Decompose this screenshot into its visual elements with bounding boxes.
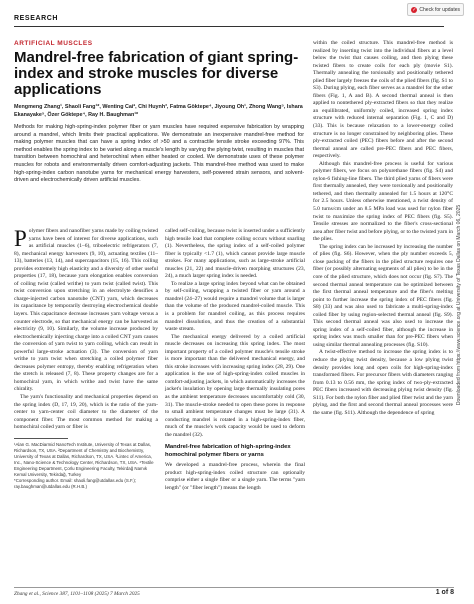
check-circle-icon: ✓	[412, 6, 417, 13]
body-column-right	[313, 40, 453, 417]
author-list: Mengmeng Zhang¹, Shaoli Fang¹*, Wenting Cai², Chi Huynh³, Fatma Göktepe⁴, Jiyoung Oh¹, Zhong Wang⁵, Ishara Ekanayake⁵, Özer Göktepe⁴, Ray H. Baughman¹*	[14, 104, 303, 118]
section-heading: Mandrel-free fabrication of high-spring-index homochiral polymer fibers or yarns	[165, 444, 291, 458]
download-notice-text: Downloaded from https://www.science.org at University of Texas Dallas on March 06, 2025	[456, 204, 462, 406]
body-paragraph	[14, 228, 158, 394]
body-paragraph: The mechanical energy delivered by a coiled artificial muscle decreases on increasing this spring index. The most important property of a coiled polymer muscle's tensile stroke is more important than the delivered mechanical energy, and this stroke increases with increasing spring index (28, 29). One application is the use of high-spring-index coiled muscles in comfort-adjusting jackets, in which automatically increases the jacket's insulation by opening large thermally insulating pores as the ambient temperature decreases uncomfortably cold (30, 31). The muscle-stroke needed to open these pores in response to small ambient temperature changes must be large (31). A conducting mandrel is rotated in a high-spring-index fiber, much of the muscle's work capacity would be used to deform the mandrel (32).	[165, 333, 305, 438]
abstract: Methods for making high-spring-index polymer fiber or yarn muscles have required expensive fabrication by wrapping around a mandrel, which limits their practical applications. We demonstrate an inexpensive mandrel-free method for making polymer muscles that can have a spring index of >50 and a contractile tensile stroke exceeding 97%. This method enables the spring index to be varied along a muscle's length by varying the plying twist, resulting in muscles that transition between homochiral and heterochiral when either heated or cooled. We demonstrate uses of these polymer muscles for robots and environmentally driven comfort-adjusting jackets. This mandrel-free method was used to make high-spring-index carbon nanotube yarns for mechanical energy harvesters, self-powered strain sensors, and solvent-driven and electrochemically driven artificial muscles.	[14, 124, 304, 184]
body-paragraph-text: olymer fibers and nanofiber yarns made by coiling twisted yarns have been of interest for diverse applications, such as artificial muscles (1–6), triboelectric refrigerators (7, 8), mechanical energy harvesters (9, 10), actuating textiles (11–13), batteries (13, 14), and supercapacitors (15, 16). This coiling provides extremely high elasticity and a diversity of other useful properties (17, 18), because yarn elongation enables conversion of coiling twist (called writhe) to yarn twist (called twist). This twist conversion upon stretching in an electrolyte densifies a charge-injected carbon nanotube (CNT) yarn, which decreases its capacitance by temporarily destroying electrochemical double layers. This capacitance decrease increases yarn voltage versus a counter electrode, so that mechanical energy can be harvested as electricity (9, 10). Similarly, the volume increase produced by electrochemically injecting charge into a coiled CNT yarn causes the conversion of yarn twist to yarn coiling, which can result in powerful large-stroke actuation (3). The conversion of yarn writhe to yarn twist when stretching a coiled polymer fiber decreases polymer entropy, thereby enabling refrigeration when the stretch is released (7, 8). These property changes are for a homochiral yarn, in which writhe and twist have the same chirality.	[14, 228, 158, 393]
header-rule	[14, 26, 444, 27]
affiliation-rule	[14, 438, 68, 439]
body-column-middle	[165, 228, 305, 493]
affiliations: ¹Alan G. MacDiarmid NanoTech Institute, University of Texas at Dallas, Richardson, TX, USA. ²Department of Chemistry and Biochemistry, University of Texas at Dallas, Richardson, TX, USA. ³Lintec of America, Inc., Nano-Science & Technology Center, Richardson, TX, USA. ⁴Textile Engineering Department, Çorlu Engineering Faculty, Tekirdağ Namık Kemal University, Tekirdağ, Turkey	[14, 441, 154, 477]
body-paragraph: within the coiled structure. This mandrel-free method is realized by inserting twist into the individual fibers at a level below the twist that causes coiling, and then plying these twisted fibers to create coils for each ply (movie S1). Thermally annealing the torsionally and positionally tethered plied fiber largely freezes the coils of the plied fibers (fig. S1 to S3). During plying, each fiber serves as a mandrel for the other fibers (Fig. 1, A and B). A second thermal anneal is then applied to nontethered ply-extracted fibers so that they realize an equilibrated, uniformly coiled, increased spring index structure with reduced internal separation (Fig. 1, C and D) (33). This is because relaxation to a lower-energy coiled structure is no longer constrained by neighboring plies. These ply-extracted coiled (PEC) fibers before and after the second thermal anneal are called pre-PEC fibers and PEC fibers, respectively.	[313, 40, 453, 160]
section-label: RESEARCH	[14, 15, 59, 22]
citation-footer: Zhang et al., Science 387, 1101–1108 (2025) 7 March 2025	[14, 591, 140, 597]
body-paragraph: We developed a mandrel-free process, wherein the final product high-spring-index coiled structure can optionally comprise either a single fiber or a single yarn. The terms "yarn length" (or "fiber length") means the length	[165, 462, 305, 491]
drop-cap: P	[14, 226, 27, 251]
topic-label: ARTIFICIAL MUSCLES	[14, 40, 93, 47]
check-for-updates-label: Check for updates	[419, 6, 460, 13]
body-paragraph: To realize a large spring index beyond what can be obtained by self-coiling, wrapping a twisted fiber or yarn around a mandrel (24–27) would require a mandrel volume that is larger than the volume of the produced mandrel-coiled muscle. This is a problem for mandrel coiling, as this process requires mandrel dissolution, and thus the creation of a substantial waste stream.	[165, 280, 305, 333]
body-paragraph: A twist-effective method to increase the spring index is to reduce the plying twist density, because a low plying twist density provides long and open coils for high-spring-index transformed fibers. For precursor fibers with diameters ranging from 0.13 to 0.56 mm, the spring index of two-ply-extracted PEC fibers increased with decreasing plying twist density (fig. S11). For both the nylon fiber and plied fiber twist and the yarn plying, and the first and second thermal anneal processes were the same (fig. S11). Although the dependence of spring	[313, 349, 453, 416]
corresponding-author: *Corresponding author. Email: shaoli.fang@utdallas.edu (S.F.); ray.baughman@utdallas.edu (R.H.B.)	[14, 477, 137, 489]
footer-rule	[14, 587, 454, 588]
download-notice	[452, 140, 466, 470]
body-paragraph: Although this mandrel-free process is useful for various polymer fibers, we focus on polyurethane fibers (fig. S4) and nylon-6 fishing-line fibers. The third plied yarns of fibers were first thermally annealed, they were torsionally and positionally tethered, and then thermally annealed for 1.5 hours at 120°C for 2.5 hours. Unless otherwise mentioned, a twist density of 5.0 turns/cm under an 8.5 MPa load was used for nylon fiber twist to maximize the spring index of PEC fibers (fig. S5). Tensile stresses are normalized to the fiber's cross-sectional area after fiber twist and before plying, or to the twisted yarn in the plies.	[313, 160, 453, 243]
article-title: Mandrel-free fabrication of giant spring-index and stroke muscles for diverse applications	[14, 49, 299, 98]
body-column-left	[14, 228, 158, 490]
body-paragraph: The yarn's functionality and mechanical properties depend on the spring index (D, 17, 19, 20), which is the ratio of the yarn-center to yarn-center coil diameter to the diameter of the component fiber. The most common method for making a homochiral coiled yarn or fiber is	[14, 394, 158, 431]
body-paragraph: called self-coiling, because twist is inserted under a sufficiently high tensile load that complete coiling occurs without snarling (1). Nevertheless, the spring index of a self-coiled polymer fiber is typically <1.7 (1), which cannot provide large muscle strokes. For many applications, such as large-stroke artificial muscles (21, 22) and muscle-driven morphing structures (23, 24), a much larger spring index is needed.	[165, 228, 305, 280]
body-paragraph: The spring index can be increased by increasing the number of plies (fig. S6). However, when the ply number exceeds 5, close packing of the fibers in the plied structure requires one fiber (or possibly alternating segments of all plies) to be in the core of the plied structure, which does not occur (fig. S7). The second thermal anneal temperature can be optimized between the first thermal anneal temperature and the fiber's melting point to further increase the spring index of PEC fibers (fig. S8) (33) and was also used to fabricate a multi-spring-index coiled fiber by using region-selected thermal anneal (fig. S9). This second thermal anneal was also used to increase the spring index of a self-coiled fiber, although the increase in spring index was much smaller than for pre-PEC fibers when using similar thermal annealing processes (fig. S10).	[313, 243, 453, 348]
title-block	[14, 40, 304, 185]
check-for-updates-button[interactable]	[407, 3, 464, 16]
header-bar	[0, 0, 474, 28]
page-number: 1 of 8	[435, 589, 454, 596]
